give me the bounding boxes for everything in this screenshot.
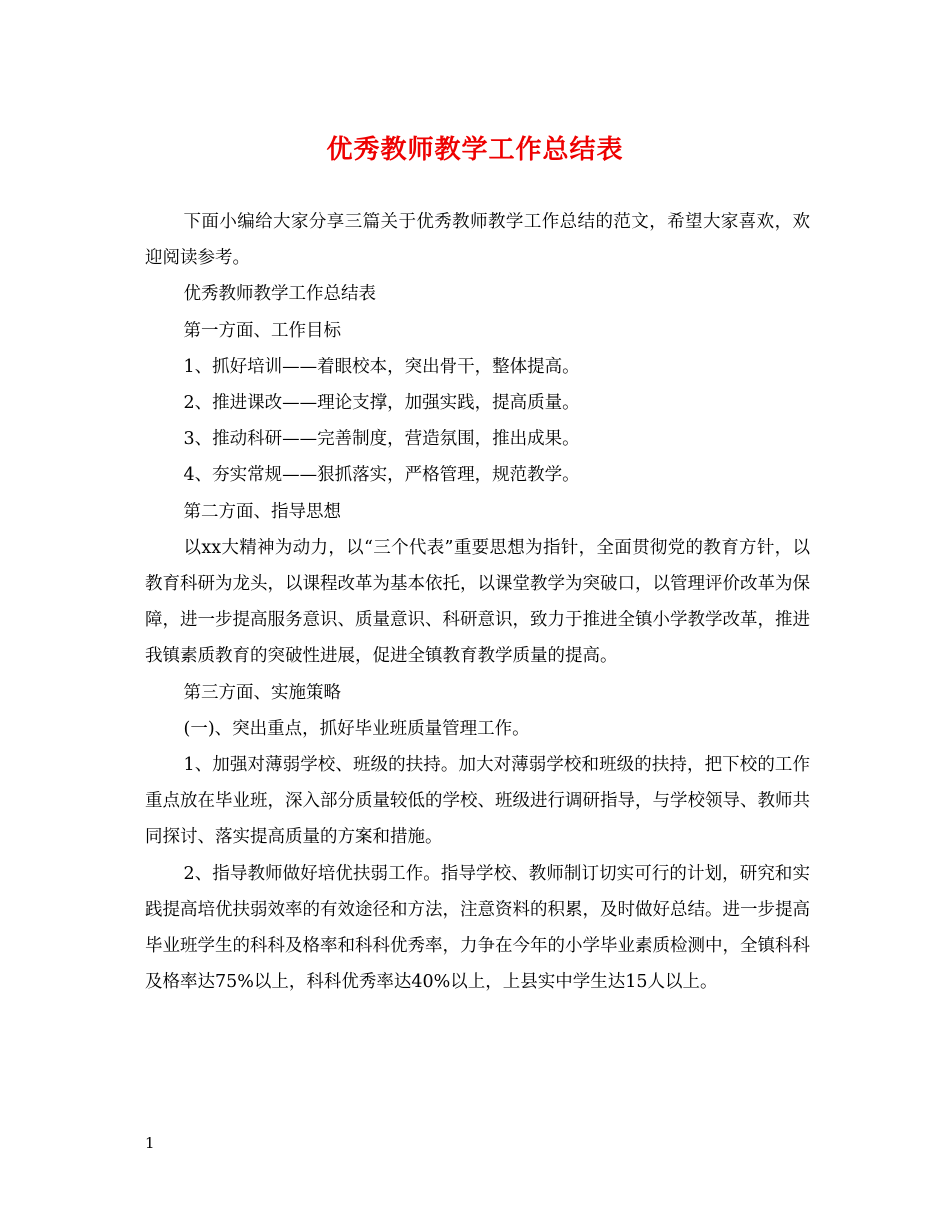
section-heading-guidance: 第二方面、指导思想 [183, 501, 341, 522]
page-number: 1 [145, 1134, 155, 1152]
section-heading-goals: 第一方面、工作目标 [183, 320, 341, 341]
strategy-subheading-1: (一)、突出重点，抓好毕业班质量管理工作。 [183, 718, 530, 739]
goal-item-2: 2、推进课改——理论支撑，加强实践，提高质量。 [183, 393, 580, 414]
section-heading-strategy: 第三方面、实施策略 [183, 682, 341, 703]
strategy-item-1: 1、加强对薄弱学校、班级的扶持。加大对薄弱学校和班级的扶持，把下校的工作重点放在毕业班，深入部分质量较低的学校、班级进行调研指导，与学校领导、教师共同探讨、落实提高质量的方案和措施。 [145, 755, 810, 848]
goal-item-4: 4、夯实常规——狠抓落实，严格管理，规范教学。 [183, 465, 580, 486]
paragraph-guidance: 以xx大精神为动力，以“三个代表”重要思想为指针，全面贯彻党的教育方针，以教育科研为龙头，以课程改革为基本依托，以课堂教学为突破口，以管理评价改革为保障，进一步提高服务意识、质量意识、科研意识，致力于推进全镇小学教学改革，推进我镇素质教育的突破性进展，促进全镇教育教学质量的提高。 [145, 537, 810, 667]
goal-item-3: 3、推动科研——完善制度，营造氛围，推出成果。 [183, 429, 580, 450]
strategy-item-2: 2、指导教师做好培优扶弱工作。指导学校、教师制订切实可行的计划，研究和实践提高培优扶弱效率的有效途径和方法，注意资料的积累，及时做好总结。进一步提高毕业班学生的科科及格率和科科优秀率，力争在今年的小学毕业素质检测中，全镇科科及格率达75%以上，科科优秀率达40%以上，上县实中学生达15人以上。 [145, 863, 810, 993]
document-body [145, 204, 810, 1000]
goal-item-1: 1、抓好培训——着眼校本，突出骨干，整体提高。 [183, 356, 580, 377]
document-title: 优秀教师教学工作总结表 [326, 135, 624, 165]
paragraph-intro: 下面小编给大家分享三篇关于优秀教师教学工作总结的范文，希望大家喜欢，欢迎阅读参考。 [145, 212, 810, 269]
paragraph-subtitle: 优秀教师教学工作总结表 [183, 284, 376, 305]
